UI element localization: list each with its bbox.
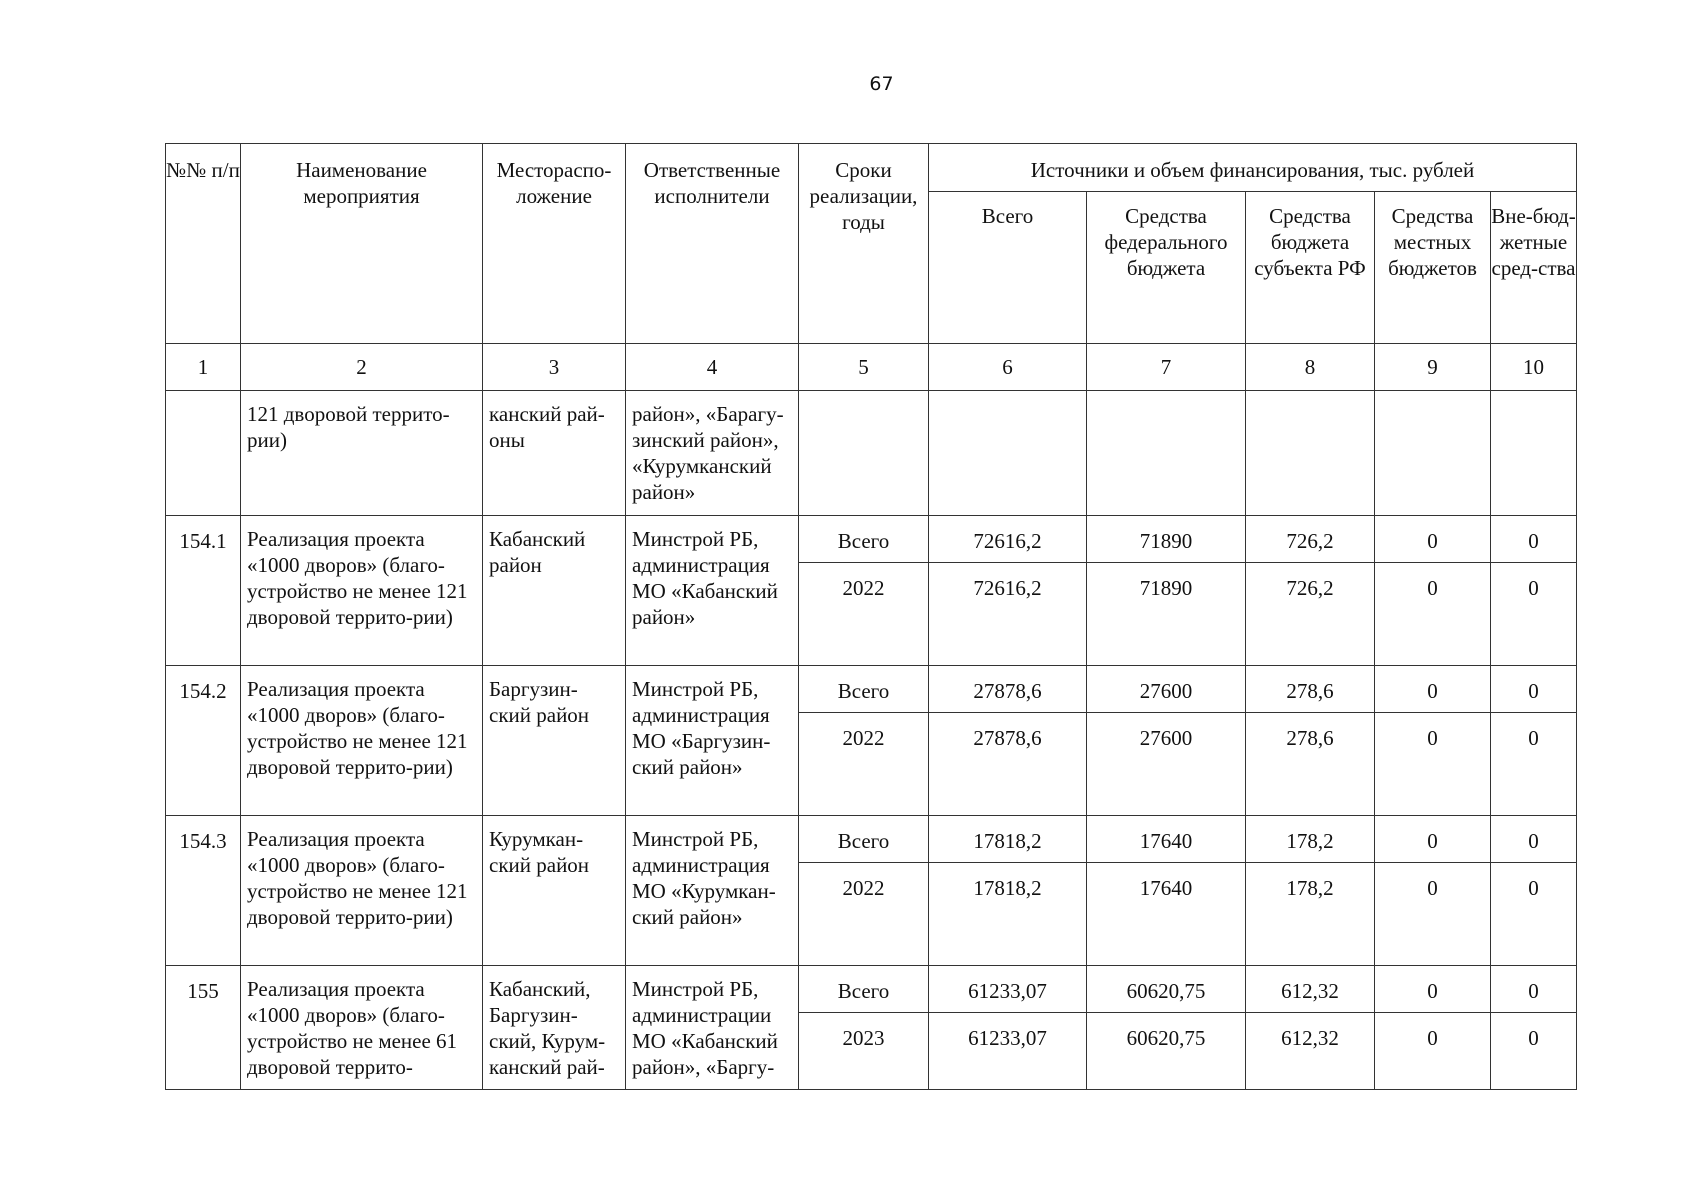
cell-period: 2022 bbox=[799, 563, 929, 666]
cell-empty bbox=[1375, 391, 1491, 516]
cell-period: 2022 bbox=[799, 863, 929, 966]
table-row bbox=[166, 966, 1577, 1013]
cell-period: Всего bbox=[799, 666, 929, 713]
column-number: 2 bbox=[241, 344, 483, 391]
cell-empty bbox=[1491, 391, 1577, 516]
cell-event-name: 121 дворовой террито-рии) bbox=[241, 391, 483, 516]
cell-federal: 27600 bbox=[1087, 666, 1246, 713]
cell-extrabudgetary: 0 bbox=[1491, 666, 1577, 713]
page-number: 67 bbox=[869, 73, 894, 95]
cell-total: 61233,07 bbox=[929, 1013, 1087, 1090]
table-row bbox=[166, 816, 1577, 863]
column-number: 4 bbox=[626, 344, 799, 391]
cell-extrabudgetary: 0 bbox=[1491, 863, 1577, 966]
cell-total: 27878,6 bbox=[929, 666, 1087, 713]
header-executors: Ответственные исполнители bbox=[626, 144, 799, 344]
cell-extrabudgetary: 0 bbox=[1491, 713, 1577, 816]
cell-local: 0 bbox=[1375, 666, 1491, 713]
column-number: 5 bbox=[799, 344, 929, 391]
cell-local: 0 bbox=[1375, 1013, 1491, 1090]
cell-empty bbox=[929, 391, 1087, 516]
cell-total: 17818,2 bbox=[929, 863, 1087, 966]
header-extrabudgetary: Вне-бюд-жетные сред-ства bbox=[1491, 192, 1577, 344]
cell-location: Кабанский, Баргузин-ский, Курум-канский рай- bbox=[483, 966, 626, 1090]
cell-extrabudgetary: 0 bbox=[1491, 966, 1577, 1013]
column-number: 1 bbox=[166, 344, 241, 391]
cell-location: Кабанский район bbox=[483, 516, 626, 666]
cell-local: 0 bbox=[1375, 563, 1491, 666]
header-number: №№ п/п bbox=[166, 144, 241, 344]
cell-executors: Минстрой РБ, администрации МО «Кабанский район», «Баргу- bbox=[626, 966, 799, 1090]
cell-local: 0 bbox=[1375, 816, 1491, 863]
cell-local: 0 bbox=[1375, 516, 1491, 563]
cell-empty bbox=[799, 391, 929, 516]
cell-number: 154.1 bbox=[166, 516, 241, 666]
column-number: 6 bbox=[929, 344, 1087, 391]
cell-regional: 178,2 bbox=[1246, 816, 1375, 863]
cell-executors: Минстрой РБ, администрация МО «Курумкан-ский район» bbox=[626, 816, 799, 966]
cell-executors: район», «Барагу-зинский район», «Курумканский район» bbox=[626, 391, 799, 516]
cell-total: 17818,2 bbox=[929, 816, 1087, 863]
cell-federal: 71890 bbox=[1087, 516, 1246, 563]
column-number: 8 bbox=[1246, 344, 1375, 391]
cell-number: 154.3 bbox=[166, 816, 241, 966]
cell-extrabudgetary: 0 bbox=[1491, 1013, 1577, 1090]
cell-total: 72616,2 bbox=[929, 516, 1087, 563]
column-number: 7 bbox=[1087, 344, 1246, 391]
cell-federal: 17640 bbox=[1087, 863, 1246, 966]
cell-regional: 178,2 bbox=[1246, 863, 1375, 966]
cell-regional: 278,6 bbox=[1246, 713, 1375, 816]
header-period: Сроки реализации, годы bbox=[799, 144, 929, 344]
cell-executors: Минстрой РБ, администрация МО «Баргузин-ский район» bbox=[626, 666, 799, 816]
header-location: Местораспо-ложение bbox=[483, 144, 626, 344]
cell-period: Всего bbox=[799, 516, 929, 563]
cell-extrabudgetary: 0 bbox=[1491, 516, 1577, 563]
cell-total: 72616,2 bbox=[929, 563, 1087, 666]
cell-empty bbox=[1246, 391, 1375, 516]
cell-local: 0 bbox=[1375, 863, 1491, 966]
cell-empty bbox=[166, 391, 241, 516]
financing-table bbox=[165, 143, 1577, 1090]
column-number: 9 bbox=[1375, 344, 1491, 391]
cell-event-name: Реализация проекта «1000 дворов» (благо-устройство не менее 121 дворовой террито-рии) bbox=[241, 516, 483, 666]
cell-local: 0 bbox=[1375, 966, 1491, 1013]
cell-number: 154.2 bbox=[166, 666, 241, 816]
cell-empty bbox=[1087, 391, 1246, 516]
cell-total: 61233,07 bbox=[929, 966, 1087, 1013]
header-regional: Средства бюджета субъекта РФ bbox=[1246, 192, 1375, 344]
cell-number: 155 bbox=[166, 966, 241, 1090]
header-event-name: Наименование мероприятия bbox=[241, 144, 483, 344]
cell-executors: Минстрой РБ, администрация МО «Кабанский район» bbox=[626, 516, 799, 666]
cell-federal: 71890 bbox=[1087, 563, 1246, 666]
header-federal: Средства федерального бюджета bbox=[1087, 192, 1246, 344]
cell-regional: 612,32 bbox=[1246, 1013, 1375, 1090]
cell-regional: 726,2 bbox=[1246, 516, 1375, 563]
header-local: Средства местных бюджетов bbox=[1375, 192, 1491, 344]
cell-event-name: Реализация проекта «1000 дворов» (благо-устройство не менее 121 дворовой террито-рии) bbox=[241, 816, 483, 966]
cell-federal: 27600 bbox=[1087, 713, 1246, 816]
cell-event-name: Реализация проекта «1000 дворов» (благо-устройство не менее 61 дворовой террито- bbox=[241, 966, 483, 1090]
cell-federal: 60620,75 bbox=[1087, 966, 1246, 1013]
header-total: Всего bbox=[929, 192, 1087, 344]
table-row bbox=[166, 666, 1577, 713]
cell-period: 2023 bbox=[799, 1013, 929, 1090]
cell-local: 0 bbox=[1375, 713, 1491, 816]
table-row bbox=[166, 516, 1577, 563]
cell-federal: 17640 bbox=[1087, 816, 1246, 863]
cell-event-name: Реализация проекта «1000 дворов» (благо-устройство не менее 121 дворовой террито-рии) bbox=[241, 666, 483, 816]
cell-federal: 60620,75 bbox=[1087, 1013, 1246, 1090]
continuation-row bbox=[166, 391, 1577, 516]
cell-total: 27878,6 bbox=[929, 713, 1087, 816]
cell-regional: 726,2 bbox=[1246, 563, 1375, 666]
cell-location: канский рай-оны bbox=[483, 391, 626, 516]
cell-regional: 612,32 bbox=[1246, 966, 1375, 1013]
cell-regional: 278,6 bbox=[1246, 666, 1375, 713]
cell-period: Всего bbox=[799, 966, 929, 1013]
cell-period: 2022 bbox=[799, 713, 929, 816]
cell-extrabudgetary: 0 bbox=[1491, 816, 1577, 863]
cell-location: Курумкан-ский район bbox=[483, 816, 626, 966]
cell-period: Всего bbox=[799, 816, 929, 863]
header-funding-group: Источники и объем финансирования, тыс. рублей bbox=[929, 144, 1577, 192]
cell-extrabudgetary: 0 bbox=[1491, 563, 1577, 666]
column-number: 10 bbox=[1491, 344, 1577, 391]
column-number: 3 bbox=[483, 344, 626, 391]
cell-location: Баргузин-ский район bbox=[483, 666, 626, 816]
